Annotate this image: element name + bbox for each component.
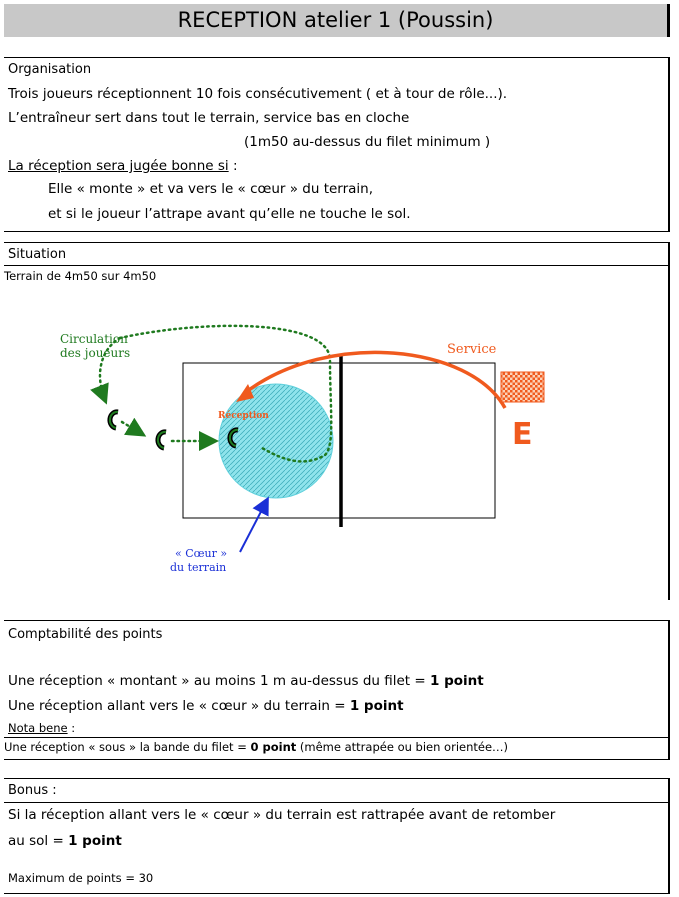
coeur-label-2: du terrain [170,561,227,574]
bonus-section [4,778,670,894]
service-label: Service [447,342,497,357]
bonus-header: Bonus : [8,783,57,798]
points-line-1-text: Une réception « montant » au moins 1 m au-dessus du filet = [8,673,430,689]
points-line-2-value: 1 point [349,698,404,714]
points-line-1 [8,673,484,689]
organisation-header: Organisation [8,62,92,77]
bonus-line-1: Si la réception allant vers le « cœur » du terrain est rattrapée avant de retomber [8,807,556,823]
organisation-line-3: (1m50 au-dessus du filet minimum ) [244,134,491,150]
trainer-letter: E [512,417,533,452]
points-line-2-text: Une réception allant vers le « cœur » du terrain = [8,698,350,714]
bonus-max: Maximum de points = 30 [8,871,154,885]
coeur-arrow [240,500,267,552]
bonus-divider [4,802,668,803]
nota-heading [8,721,75,735]
criteria-colon: : [228,158,238,174]
bonus-line-2-text: au sol = [8,833,69,849]
points-header: Comptabilité des points [8,627,163,642]
situation-header: Situation [8,247,67,262]
criteria-1: Elle « monte » et va vers le « cœur » du terrain, [48,181,374,197]
coeur-label-1: « Cœur » [175,547,228,560]
nota-points: 0 point [250,740,297,754]
bonus-line-2 [8,833,122,849]
criteria-label: La réception sera jugée bonne si [8,158,229,174]
nota-text [4,740,508,754]
points-line-1-value: 1 point [430,673,484,689]
coeur-zone [219,384,333,498]
circulation-label-1: Circulation [60,332,128,346]
organisation-line-2: L’entraîneur sert dans tout le terrain, service bas en cloche [8,110,410,126]
bonus-line-2-value: 1 point [68,833,122,849]
reception-label: Réception [218,411,269,421]
situation-subtitle: Terrain de 4m50 sur 4m50 [4,269,157,283]
nota-colon: : [67,721,76,735]
circulation-label-2: des joueurs [60,346,131,360]
nota-label: Nota bene [8,721,68,735]
page-title: RECEPTION atelier 1 (Poussin) [4,4,670,37]
rotation-arrow-1 [122,422,142,434]
organisation-line-1: Trois joueurs réceptionnent 10 fois consécutivement ( et à tour de rôle...). [8,86,508,102]
points-line-2 [8,698,404,714]
points-section [4,620,670,760]
nota-divider [4,737,668,738]
criteria-2: et si le joueur l’attrape avant qu’elle ne touche le sol. [48,206,411,222]
nota-text-b: (même attrapée ou bien orientée…) [296,740,509,754]
nota-text-a: Une réception « sous » la bande du filet = [4,740,251,754]
trainer-ball-basket [501,372,544,402]
